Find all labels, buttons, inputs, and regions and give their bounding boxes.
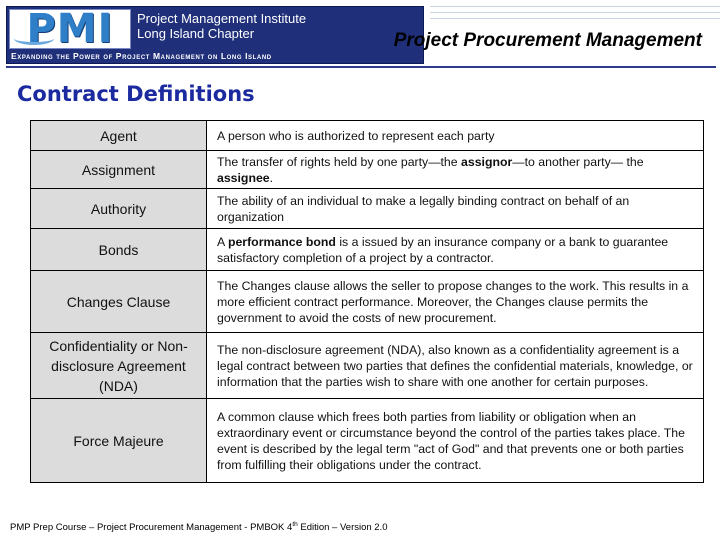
pmi-logo — [6, 6, 424, 64]
definition-description: The transfer of rights held by one party—the assignor—to another party— the assignee. — [207, 151, 704, 189]
footer-text: PMP Prep Course – Project Procurement Management - PMBOK 4th Edition – Version 2.0 — [10, 520, 388, 533]
definition-term: Authority — [31, 189, 207, 229]
definition-row — [31, 271, 704, 333]
definition-row — [31, 151, 704, 189]
definition-term: Force Majeure — [31, 399, 207, 483]
page-title: Contract Definitions — [17, 82, 255, 106]
definition-description: A common clause which frees both parties from liability or obligation when an extraordinary event or circumstance beyond the control of the parties takes place. The event is described by the legal term "act of God" and that prevents one or both parties from fulfilling their obligations under the contract. — [207, 399, 704, 483]
logo-organization-name: Project Management Institute Long Island Chapter — [137, 11, 307, 41]
definition-term: Assignment — [31, 151, 207, 189]
definition-term: Bonds — [31, 229, 207, 271]
definition-row — [31, 333, 704, 399]
definitions-table — [30, 120, 704, 483]
definition-description: A performance bond is a issued by an insurance company or a bank to guarantee satisfactory completion of a project by a contractor. — [207, 229, 704, 271]
logo-tagline: Expanding the Power of Project Management on Long Island — [11, 51, 272, 61]
definition-description: A person who is authorized to represent each party — [207, 121, 704, 151]
definition-description: The ability of an individual to make a legally binding contract on behalf of an organization — [207, 189, 704, 229]
slide-header-title: Project Procurement Management — [393, 30, 702, 51]
definition-row — [31, 189, 704, 229]
definition-term: Agent — [31, 121, 207, 151]
header-divider — [6, 66, 716, 68]
definition-description: The Changes clause allows the seller to propose changes to the work. This results in a more efficient contract performance. Moreover, the Changes clause permits the government to avoid the costs of new procurement. — [207, 271, 704, 333]
definition-term: Confidentiality or Non-disclosure Agreement (NDA) — [31, 333, 207, 399]
definition-term: Changes Clause — [31, 271, 207, 333]
definition-row — [31, 229, 704, 271]
definition-description: The non-disclosure agreement (NDA), also known as a confidentiality agreement is a legal contract between two parties that defines the confidential materials, knowledge, or information that the parties wish to share with one another for certain purposes. — [207, 333, 704, 399]
definition-row — [31, 121, 704, 151]
pmi-logo-mark: PMI — [9, 9, 131, 49]
definition-row — [31, 399, 704, 483]
